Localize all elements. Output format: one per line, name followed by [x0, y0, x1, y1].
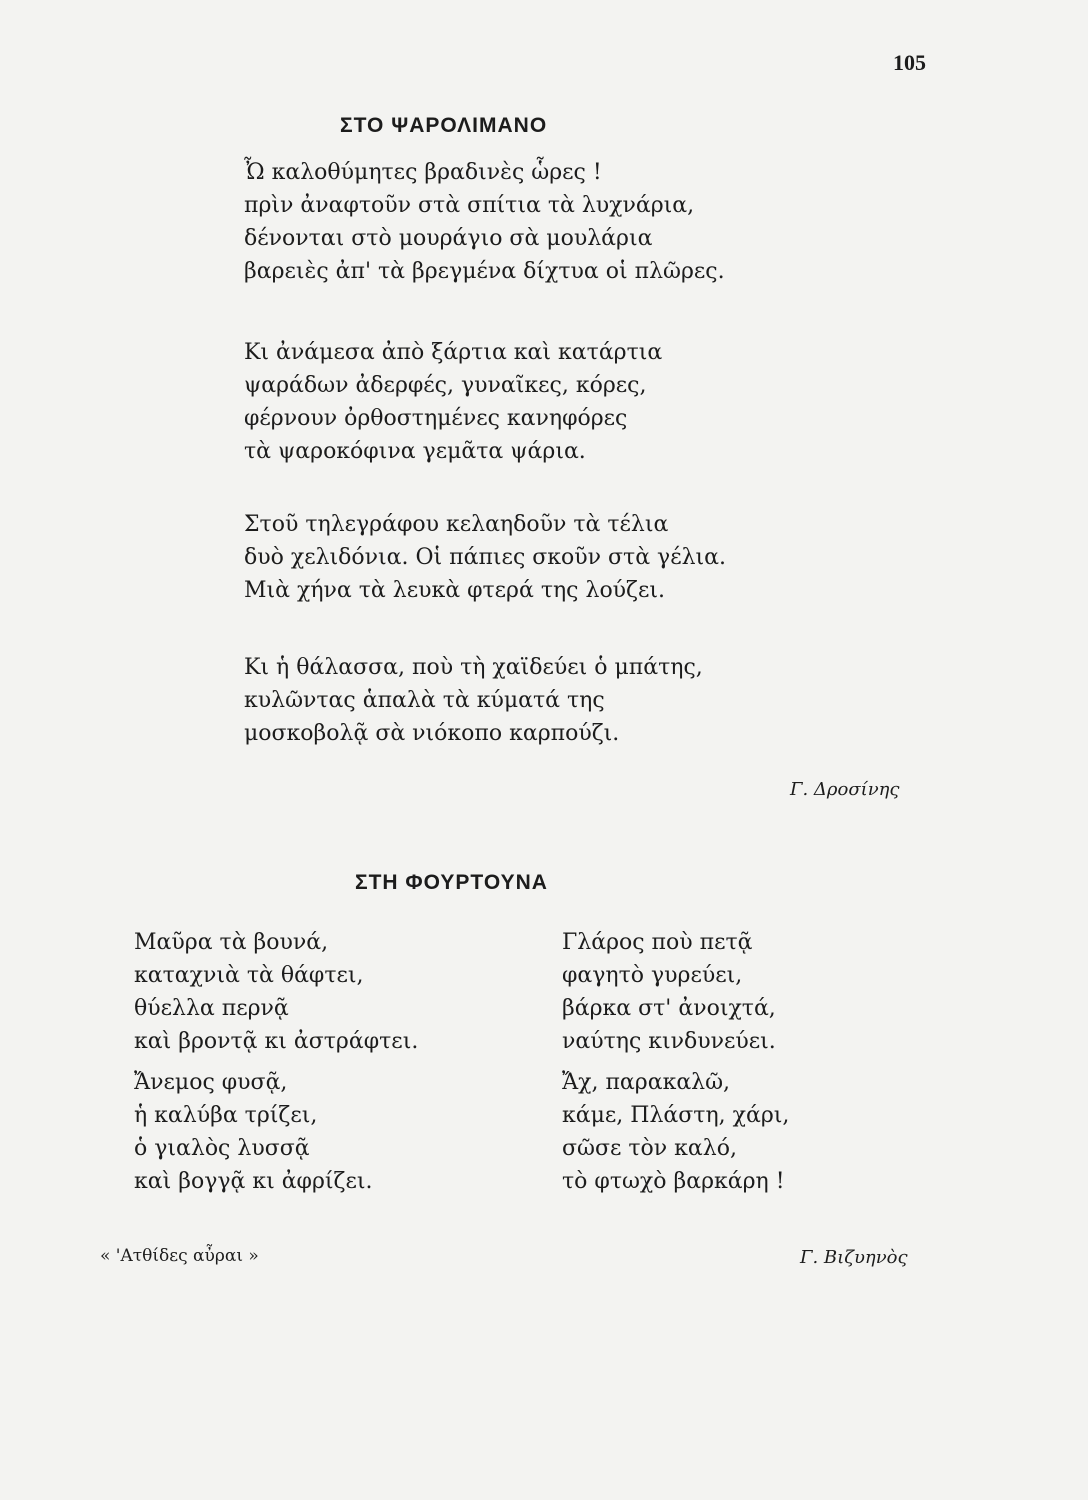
verse-line: Μαῦρα τὰ βουνά, [134, 930, 329, 955]
verse-line: Μιὰ χήνα τὰ λευκὰ φτερά της λούζει. [244, 578, 665, 603]
verse-line: Ἄνεμος φυσᾷ, [134, 1070, 288, 1095]
verse-line: φαγητὸ γυρεύει, [562, 963, 743, 988]
verse-line: καὶ βροντᾷ κι ἀστράφτει. [134, 1029, 419, 1054]
stanza [244, 156, 725, 288]
verse-line: καὶ βογγᾷ κι ἀφρίζει. [134, 1169, 373, 1194]
verse-line: καταχνιὰ τὰ θάφτει, [134, 963, 364, 988]
verse-line: Γλάρος ποὺ πετᾷ [562, 930, 753, 955]
verse-line: τὸ φτωχὸ βαρκάρη ! [562, 1169, 785, 1194]
verse-line: ἡ καλύβα τρίζει, [134, 1103, 318, 1128]
poem-title: ΣΤΗ ΦΟΥΡΤΟΥΝΑ [355, 871, 548, 894]
stanza-left [134, 1066, 372, 1198]
stanza-left [134, 926, 418, 1058]
verse-line: φέρνουν ὀρθοστημένες κανηφόρες [244, 406, 628, 431]
verse-line: βάρκα στ' ἀνοιχτά, [562, 996, 776, 1021]
poem-source: « 'Ατθίδες αὖραι » [100, 1246, 259, 1266]
stanza [244, 336, 662, 468]
verse-line: δυὸ χελιδόνια. Οἱ πάπιες σκοῦν στὰ γέλια. [244, 545, 727, 570]
poem-author: Γ. Βιζυηνὸς [800, 1247, 908, 1268]
verse-line: σῶσε τὸν καλό, [562, 1136, 737, 1161]
verse-line: δένονται στὸ μουράγιο σὰ μουλάρια [244, 226, 653, 251]
verse-line: κυλῶντας ἁπαλὰ τὰ κύματά της [244, 688, 605, 713]
stanza [244, 508, 726, 607]
verse-line: θύελλα περνᾷ [134, 996, 289, 1021]
verse-line: κάμε, Πλάστη, χάρι, [562, 1103, 790, 1128]
stanza-right [562, 926, 776, 1058]
verse-line: μοσκοβολᾷ σὰ νιόκοπο καρπούζι. [244, 721, 620, 746]
verse-line: ὁ γιαλὸς λυσσᾷ [134, 1136, 310, 1161]
poem-title: ΣΤΟ ΨΑΡΟΛΙΜΑΝΟ [340, 114, 548, 137]
verse-line: ναύτης κινδυνεύει. [562, 1029, 776, 1054]
verse-line: βαρειὲς ἀπ' τὰ βρεγμένα δίχτυα οἱ πλῶρες. [244, 259, 725, 284]
verse-line: Ἄχ, παρακαλῶ, [562, 1070, 731, 1095]
stanza [244, 651, 703, 750]
verse-line: τὰ ψαροκόφινα γεμᾶτα ψάρια. [244, 439, 586, 464]
poem-author: Γ. Δροσίνης [790, 779, 900, 800]
verse-line: Κι ἀνάμεσα ἀπὸ ξάρτια καὶ κατάρτια [244, 340, 663, 365]
page-number: 105 [893, 50, 926, 75]
verse-line: Στοῦ τηλεγράφου κελαηδοῦν τὰ τέλια [244, 512, 669, 537]
stanza-right [562, 1066, 789, 1198]
verse-line: Ὦ καλοθύμητες βραδινὲς ὧρες ! [244, 160, 602, 185]
verse-line: Κι ἡ θάλασσα, ποὺ τὴ χαϊδεύει ὁ μπάτης, [244, 655, 703, 680]
verse-line: πρὶν ἀναφτοῦν στὰ σπίτια τὰ λυχνάρια, [244, 193, 695, 218]
verse-line: ψαράδων ἀδερφές, γυναῖκες, κόρες, [244, 373, 647, 398]
